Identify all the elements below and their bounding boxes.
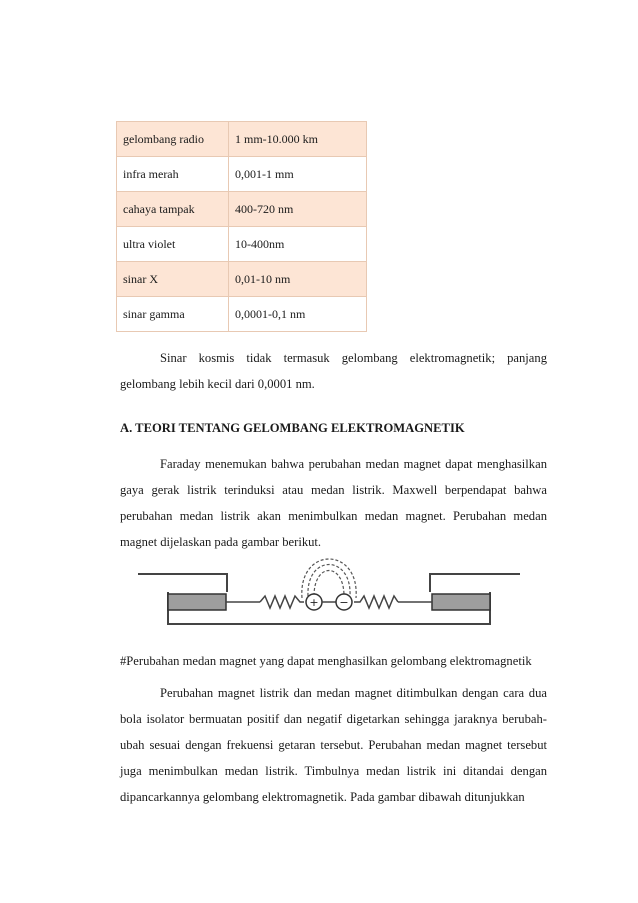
left-plate [168, 594, 226, 610]
wave-range-cell: 400-720 nm [229, 192, 367, 227]
wave-name-cell: infra merah [117, 157, 229, 192]
field-line [314, 571, 344, 597]
table-row [117, 122, 367, 157]
right-spring [354, 596, 398, 608]
wave-range-cell: 1 mm-10.000 km [229, 122, 367, 157]
wave-name-cell: sinar X [117, 262, 229, 297]
right-plate [432, 594, 490, 610]
table-row [117, 297, 367, 332]
table-row [117, 227, 367, 262]
paragraph-faraday-maxwell: Faraday menemukan bahwa perubahan medan magnet dapat menghasilkan gaya gerak listrik terinduksi atau medan listrik. Maxwell berpendapat bahwa perubahan medan listrik akan menimbulkan medan magnet. Perubahan medan magnet dijelaskan pada gambar berikut. [120, 457, 547, 549]
paragraph-insulator-balls: Perubahan magnet listrik dan medan magnet ditimbulkan dengan cara dua bola isolator bermuatan positif dan negatif digetarkan sehingga jaraknya berubah-ubah sesuai dengan frekuensi getaran tersebut. Perubahan medan magnet tersebut juga menimbulkan medan listrik. Timbulnya medan listrik ini ditandai dengan dipancarkannya gelombang elektromagnetik. Pada gambar dibawah ditunjukkan [120, 686, 547, 804]
left-spring [260, 596, 304, 608]
wire-left-top [138, 574, 227, 592]
circuit-figure [138, 556, 520, 638]
wave-range-cell: 0,01-10 nm [229, 262, 367, 297]
wave-name-cell: gelombang radio [117, 122, 229, 157]
table-row [117, 157, 367, 192]
figure-caption: #Perubahan medan magnet yang dapat menghasilkan gelombang elektromagnetik [120, 654, 532, 668]
minus-label: − [339, 596, 349, 609]
wave-range-cell: 10-400nm [229, 227, 367, 262]
wire-right-top [430, 574, 520, 592]
table-row [117, 262, 367, 297]
section-heading: A. TEORI TENTANG GELOMBANG ELEKTROMAGNETIK [120, 421, 465, 435]
plus-label: + [309, 596, 319, 609]
wave-name-cell: cahaya tampak [117, 192, 229, 227]
wave-range-cell: 0,001-1 mm [229, 157, 367, 192]
wave-range-cell: 0,0001-0,1 nm [229, 297, 367, 332]
table-row [117, 192, 367, 227]
wave-name-cell: sinar gamma [117, 297, 229, 332]
wave-name-cell: ultra violet [117, 227, 229, 262]
paragraph-cosmic-rays: Sinar kosmis tidak termasuk gelombang elektromagnetik; panjang gelombang lebih kecil dari 0,0001 nm. [120, 351, 547, 391]
wavelength-table [116, 121, 367, 332]
